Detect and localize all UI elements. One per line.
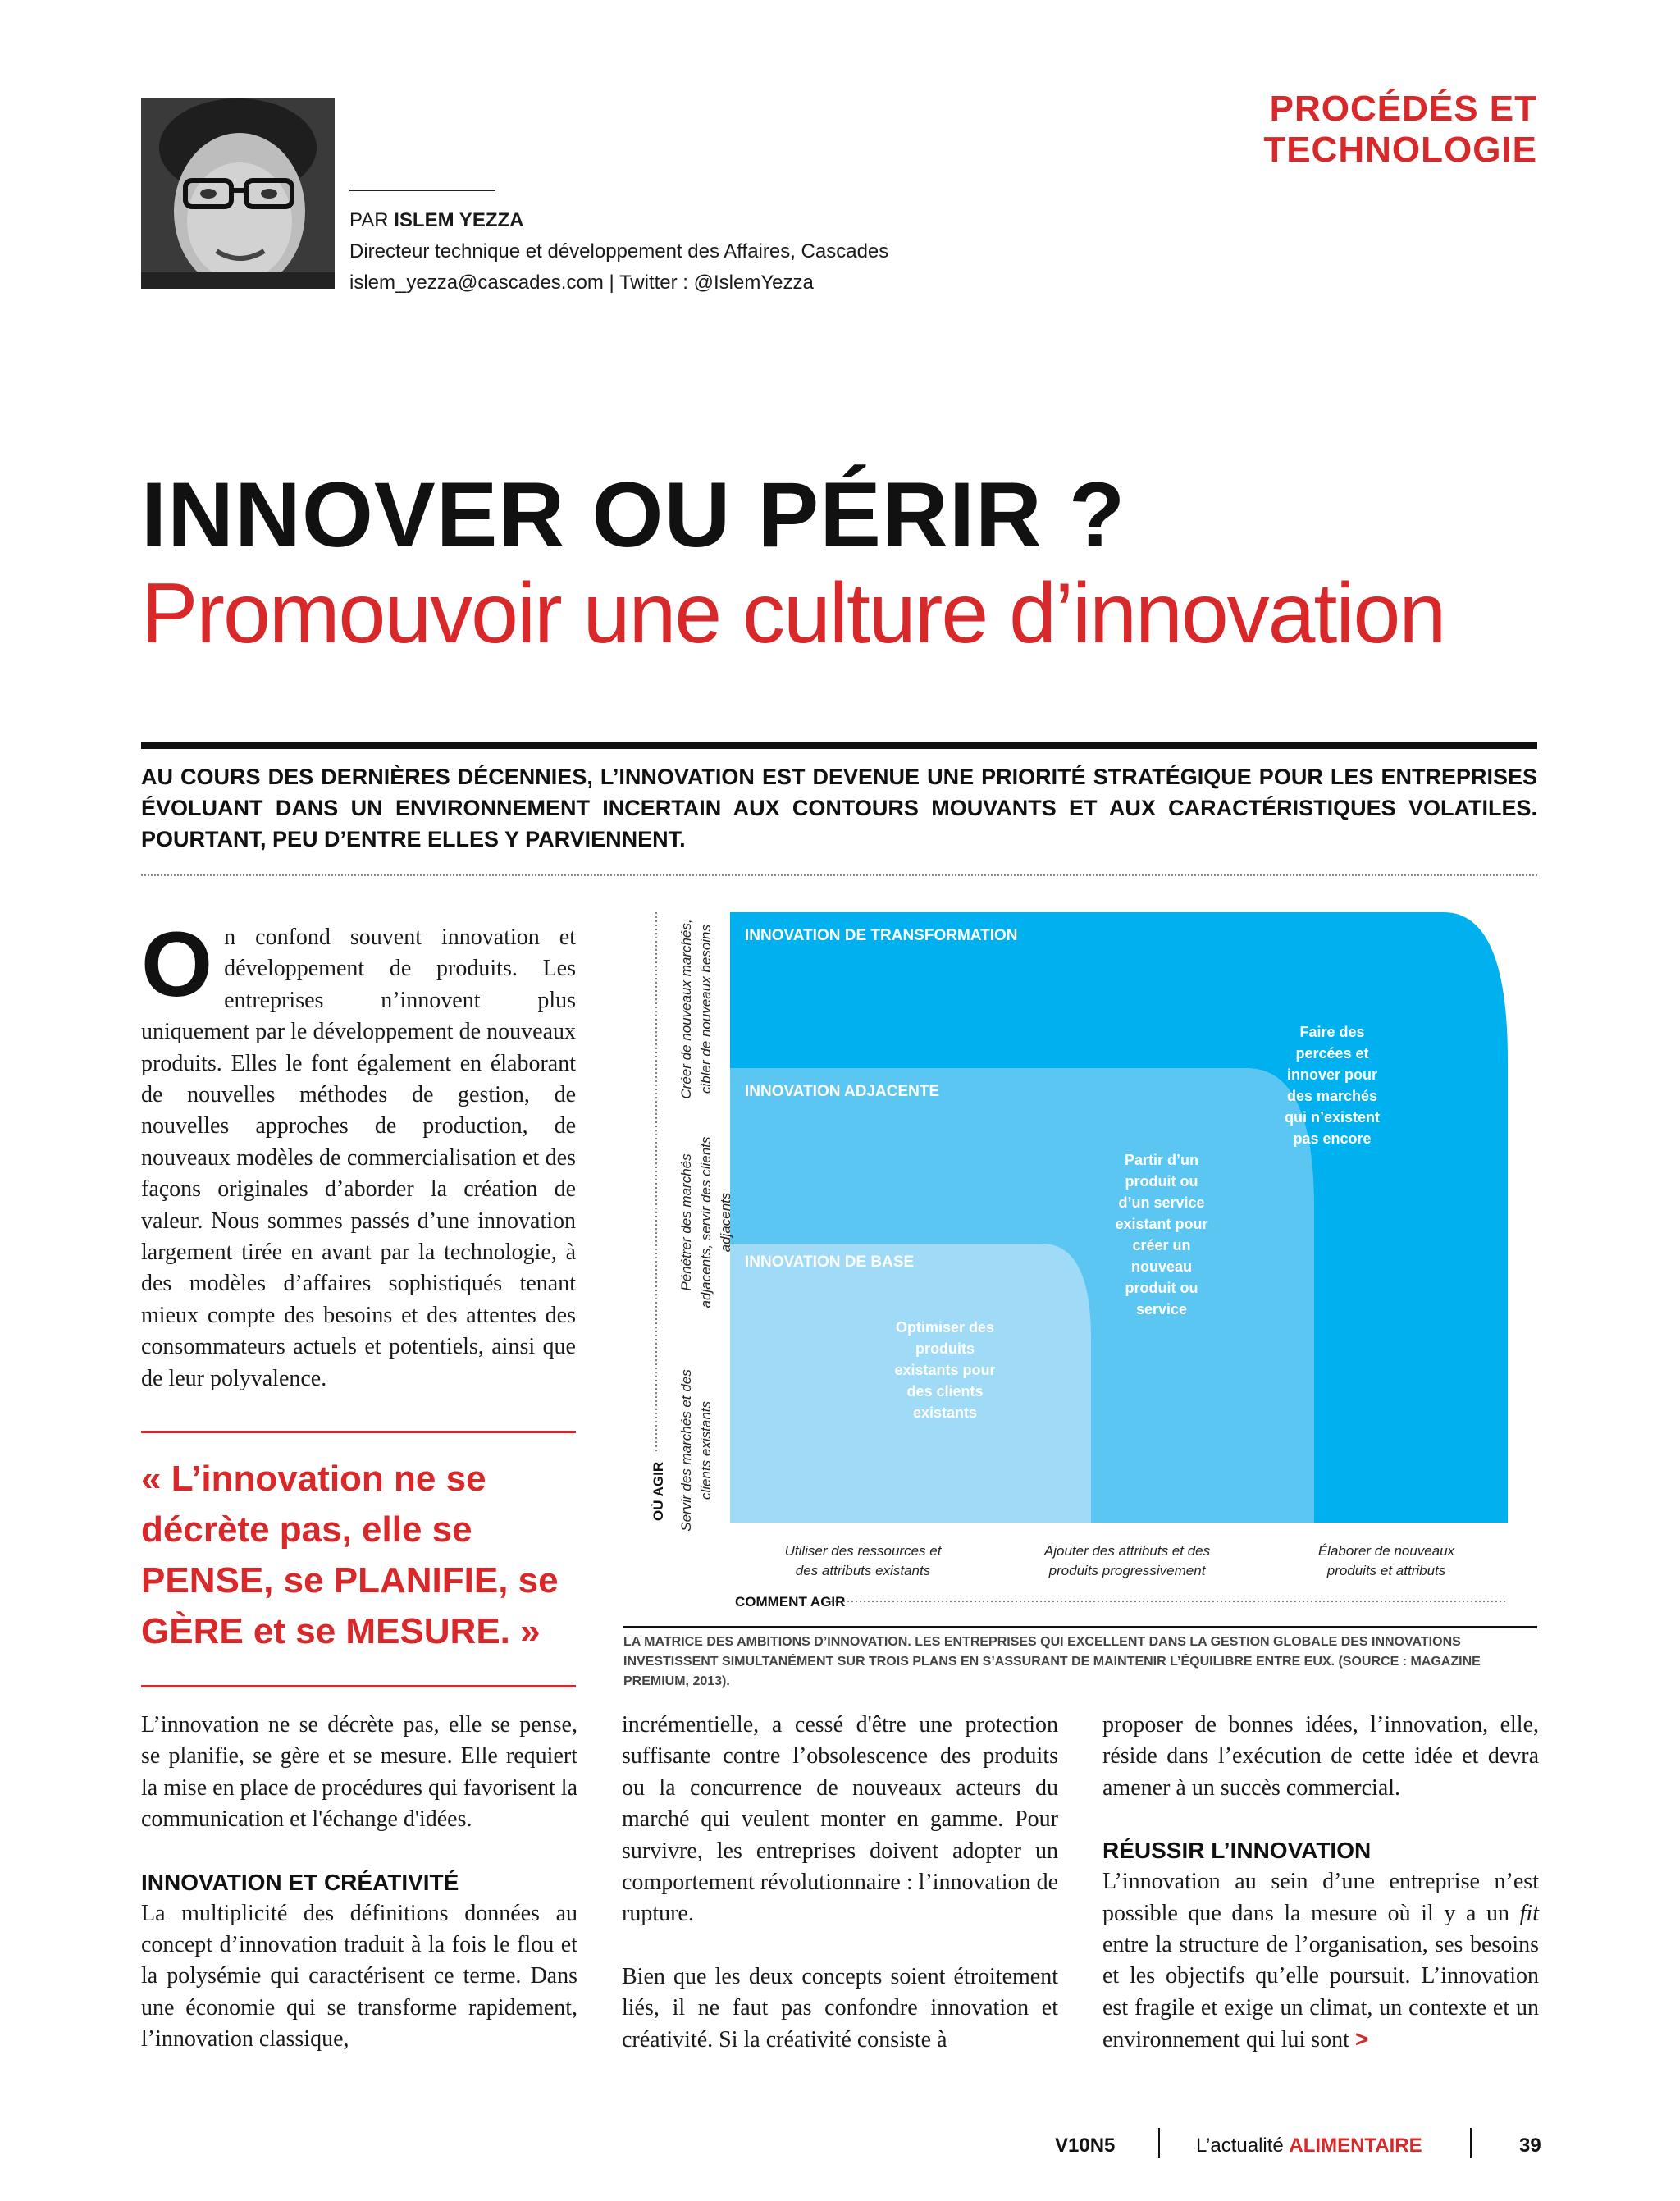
zone-description-line: existants	[912, 1404, 978, 1421]
y-level-label: cibler de nouveaux besoins	[698, 924, 714, 1094]
x-level-label: Utiliser des ressources et	[784, 1543, 942, 1559]
zone-description-line: Partir d’un	[1124, 1152, 1199, 1168]
subheading-innovation-creativite: INNOVATION ET CRÉATIVITÉ	[141, 1869, 459, 1895]
zone-description-line: innover pour	[1286, 1066, 1378, 1083]
innovation-matrix-chart	[623, 912, 1537, 1618]
zone-description-line: produit ou	[1125, 1173, 1198, 1190]
body-paragraph: La multiplicité des définitions données au concept d’innovation traduit à la fois le flou et la polysémie qui caractérisent ce terme. Dans une économie qui se transforme rapidement, l’innovation classique,	[141, 1900, 578, 2053]
y-axis-label: OÙ AGIR	[651, 1461, 666, 1521]
author-by: PAR	[349, 209, 395, 231]
zone-description-line: Faire des	[1299, 1024, 1365, 1040]
x-level-label: produits progressivement	[1048, 1563, 1206, 1578]
chart-caption: LA MATRICE DES AMBITIONS D’INNOVATION. LES ENTREPRISES QUI EXCELLENT DANS LA GESTION GLOBALE DES INNOVATIONS INVESTISSENT SIMULTANÉMENT SUR TROIS PLANS EN S’ASSURANT DE MAINTENIR L’ÉQUILIBRE ENTRE EUX. (SOURCE : MAGAZINE PREMIUM, 2013).	[623, 1635, 1481, 1688]
body-paragraph	[1102, 1866, 1539, 2056]
pullquote-top-rule	[141, 1431, 576, 1433]
zone-description-line: existant pour	[1115, 1216, 1208, 1232]
author-photo	[141, 98, 335, 289]
y-level-label: Pénétrer des marchés	[678, 1153, 694, 1291]
body-column-3	[1102, 1710, 1539, 2088]
zone-description-line: des marchés	[1286, 1088, 1378, 1104]
pullquote-bottom-rule	[141, 1685, 576, 1687]
zone-description-line: service	[1135, 1301, 1188, 1317]
zone-description-line: nouveau	[1130, 1258, 1193, 1275]
lead-dotted-rule	[141, 874, 1537, 876]
body-paragraph: Bien que les deux concepts soient étroitement liés, il ne faut pas confondre innovation et créativité. Si la créativité consiste à	[622, 1963, 1058, 2053]
continue-arrow-icon: >	[1354, 2026, 1369, 2053]
author-contact: islem_yezza@cascades.com | Twitter : @IslemYezza	[349, 272, 814, 294]
y-level-label: Créer de nouveaux marchés,	[678, 919, 694, 1099]
issue-number: V10N5	[1055, 2135, 1116, 2157]
footer-separator	[1158, 2128, 1160, 2158]
body-column-1	[141, 1710, 578, 2087]
zone-description-line: percées et	[1295, 1045, 1369, 1062]
y-level-labels	[678, 919, 733, 1531]
body-column-2	[622, 1710, 1058, 2087]
author-rule	[349, 190, 495, 191]
article-title: INNOVER OU PÉRIR ?	[141, 463, 1126, 566]
y-level-label: Servir des marchés et des	[678, 1369, 694, 1532]
zone-label-adjacente: INNOVATION ADJACENTE	[745, 1083, 940, 1100]
magazine-name	[1196, 2135, 1422, 2158]
article-lead: AU COURS DES DERNIÈRES DÉCENNIES, L’INNOVATION EST DEVENUE UNE PRIORITÉ STRATÉGIQUE POUR LES ENTREPRISES ÉVOLUANT DANS UN ENVIRONNEMENT INCERTAIN AUX CONTOURS MOUVANTS ET AUX CARACTÉRISTIQUES VOLATILES. POURTANT, PEU D’ENTRE ELLES Y PARVIENNENT.	[141, 765, 1537, 852]
pullquote: « L’innovation ne se décrète pas, elle se PENSE, se PLANIFIE, se GÈRE et se MESURE. »	[141, 1459, 559, 1651]
section-label: PROCÉDÉS ET TECHNOLOGIE	[1263, 89, 1537, 170]
author-name: ISLEM YEZZA	[394, 209, 524, 231]
magazine-prefix: L’actualité	[1196, 2135, 1290, 2157]
intro-paragraph	[141, 913, 576, 1395]
body-text: entre la structure de l’organisation, ses besoins et les objectifs qu’elle poursuit. L’innovation est fragile et exige un climat, un contexte et un environnement qui lui sont	[1102, 1932, 1539, 2053]
x-level-label: des attributs existants	[795, 1563, 931, 1578]
body-paragraph: proposer de bonnes idées, l’innovation, elle, réside dans l’exécution de cette idée et devra amener à un succès commercial.	[1102, 1712, 1539, 1801]
x-level-labels	[785, 1543, 1455, 1578]
lead-rule	[141, 742, 1537, 749]
page-footer	[902, 2125, 1541, 2166]
y-level-label: adjacents, servir des clients	[698, 1136, 714, 1308]
caption-rule	[623, 1626, 1537, 1628]
zone-description-line: d’un service	[1118, 1194, 1205, 1211]
zone-description-line: qui n’existent	[1284, 1109, 1381, 1126]
subheading-reussir-innovation: RÉUSSIR L’INNOVATION	[1102, 1838, 1372, 1864]
author-byline	[349, 205, 888, 299]
page-number: 39	[1519, 2135, 1541, 2157]
zone-description-line: produits	[915, 1340, 975, 1357]
zone-description-line: des clients	[906, 1383, 984, 1400]
drop-cap: O	[141, 913, 213, 1016]
zone-label-transformation: INNOVATION DE TRANSFORMATION	[745, 927, 1018, 944]
zone-description-line: produit ou	[1125, 1280, 1198, 1296]
article-subtitle: Promouvoir une culture d’innovation	[141, 566, 1445, 661]
body-text: L’innovation au sein d’une entreprise n’est possible que dans la mesure où il y a un	[1102, 1869, 1539, 1926]
body-paragraph: incrémentielle, a cessé d'être une protection suffisante contre l’obsolescence des produits ou la concurrence de nouveaux acteurs du marché qui veulent monter en gamme. Pour survivre, les entreprises doivent adopter un comportement révolutionnaire : l’innovation de rupture.	[622, 1712, 1058, 1927]
x-axis-label: COMMENT AGIR	[735, 1594, 846, 1610]
x-level-label: Élaborer de nouveaux	[1317, 1543, 1455, 1559]
zone-description-line: Optimiser des	[895, 1319, 995, 1336]
body-emphasis: fit	[1519, 1900, 1539, 1926]
body-paragraph: L’innovation ne se décrète pas, elle se pense, se planifie, se gère et se mesure. Elle requiert la mise en place de procédures qui favorisent la communication et l'échange d'idées.	[141, 1712, 578, 1833]
zone-description-line: pas encore	[1293, 1130, 1372, 1147]
footer-separator	[1470, 2128, 1472, 2158]
x-level-label: Ajouter des attributs et des	[1043, 1543, 1211, 1559]
y-level-label: adjacents	[718, 1192, 733, 1253]
y-level-label: clients existants	[698, 1401, 714, 1500]
zone-description-line: créer un	[1132, 1237, 1191, 1253]
author-role: Directeur technique et développement des Affaires, Cascades	[349, 240, 889, 263]
intro-text: n confond souvent innovation et développement de produits. Les entreprises n’innovent plus uniquement par le développement de nouveaux produits. Elles le font également en élaborant de nouvelles méthodes de gestion, de nouvelles approches de production, de nouveaux modèles de commercialisation et des façons originales d’aborder la création de valeur. Nous sommes passés d’une innovation largement tirée en avant par la technologie, à des modèles d’affaires sophistiqués tenant mieux compte des besoins et des attentes des consommateurs actuels et potentiels, ainsi que de leur polyvalence.	[141, 925, 576, 1391]
x-level-label: produits et attributs	[1326, 1563, 1446, 1578]
zone-label-base: INNOVATION DE BASE	[745, 1253, 915, 1271]
author-portrait-icon	[141, 98, 335, 289]
magazine-brand: ALIMENTAIRE	[1289, 2135, 1422, 2157]
zone-description-line: existants pour	[894, 1362, 996, 1378]
